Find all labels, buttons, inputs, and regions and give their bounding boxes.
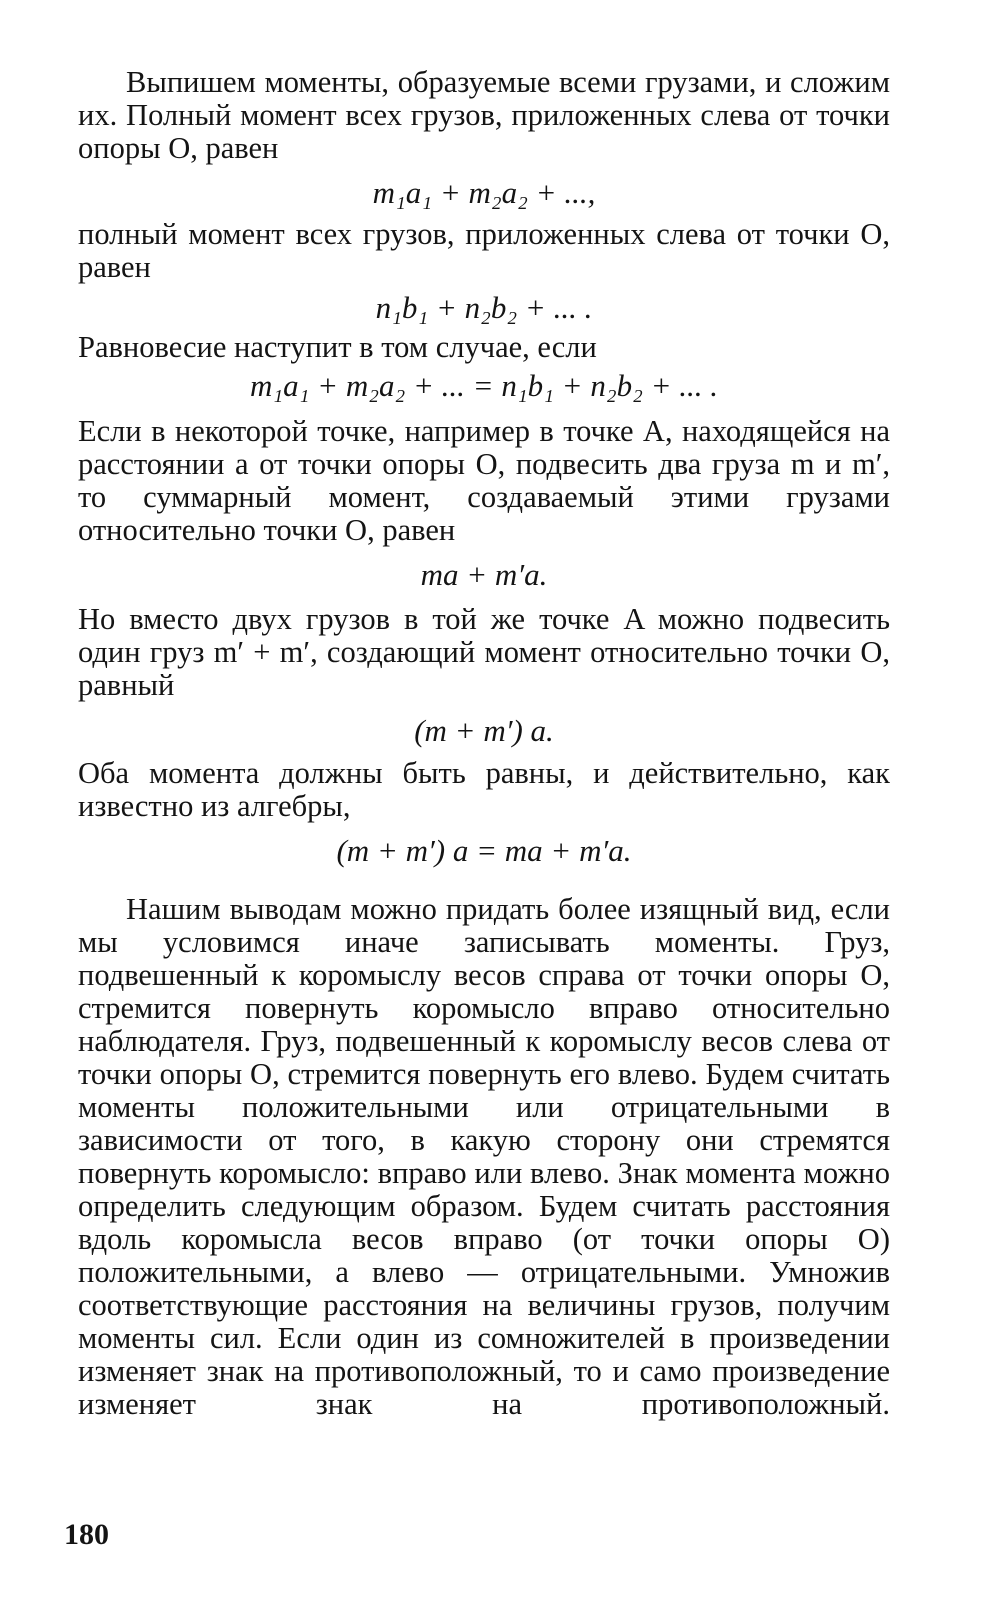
- formula-combined-moment: (m + m′) a.: [414, 713, 554, 748]
- paragraph-moments-left: Выпишем моменты, образуемые всеми грузами, и сложим их. Полный момент всех грузов, приложенных слева от точки опоры O, равен: [78, 65, 890, 165]
- book-page: [78, 66, 890, 1421]
- paragraph-equal-moments: Оба момента должны быть равны, и действительно, как известно из алгебры,: [78, 756, 890, 823]
- paragraph-moments-left-2: полный момент всех грузов, приложенных слева от точки O, равен: [78, 217, 890, 284]
- formula-left-sum: m₁a₁ + m₂a₂ + ...,: [372, 175, 596, 210]
- formula-right-sum: n₁b₁ + n₂b₂ + ... .: [375, 290, 593, 325]
- page-number: 180: [64, 1518, 109, 1551]
- paragraph-one-weight: Но вместо двух грузов в той же точке A можно подвесить один груз m′ + m′, создающий момент относительно точки O, равный: [78, 602, 890, 702]
- formula-sum-moments: ma + m′a.: [420, 557, 548, 592]
- paragraph-sign-convention: Нашим выводам можно придать более изящный вид, если мы условимся иначе записывать моменты. Груз, подвешенный к коромыслу весов справа от точки опоры O, стремится повернуть коромысло вправо относительно наблюдателя. Груз, подвешенный к коромыслу весов слева от точки опоры O, стремится повернуть его влево. Будем считать моменты положительными или отрицательными в зависимости от того, в какую сторону они стремятся повернуть коромысло: вправо или влево. Знак момента можно определить следующим образом. Будем считать расстояния вдоль коромысла весов вправо (от точки опоры O) положительными, а влево — отрицательными. Умножив соответствующие расстояния на величины грузов, получим моменты сил. Если один из сомножителей в произведении изменяет знак на противоположный, то и само произведение изменяет знак на противоположный.: [78, 892, 890, 1421]
- paragraph-two-weights: Если в некоторой точке, например в точке A, находящейся на расстоянии a от точки опоры O, подвесить два груза m и m′, то суммарный момент, создаваемый этими грузами относительно точки O, равен: [78, 414, 890, 547]
- formula-distributive: (m + m′) a = ma + m′a.: [336, 833, 632, 868]
- formula-equilibrium: m₁a₁ + m₂a₂ + ... = n₁b₁ + n₂b₂ + ... .: [249, 368, 719, 403]
- paragraph-equilibrium: Равновесие наступит в том случае, если: [78, 330, 597, 364]
